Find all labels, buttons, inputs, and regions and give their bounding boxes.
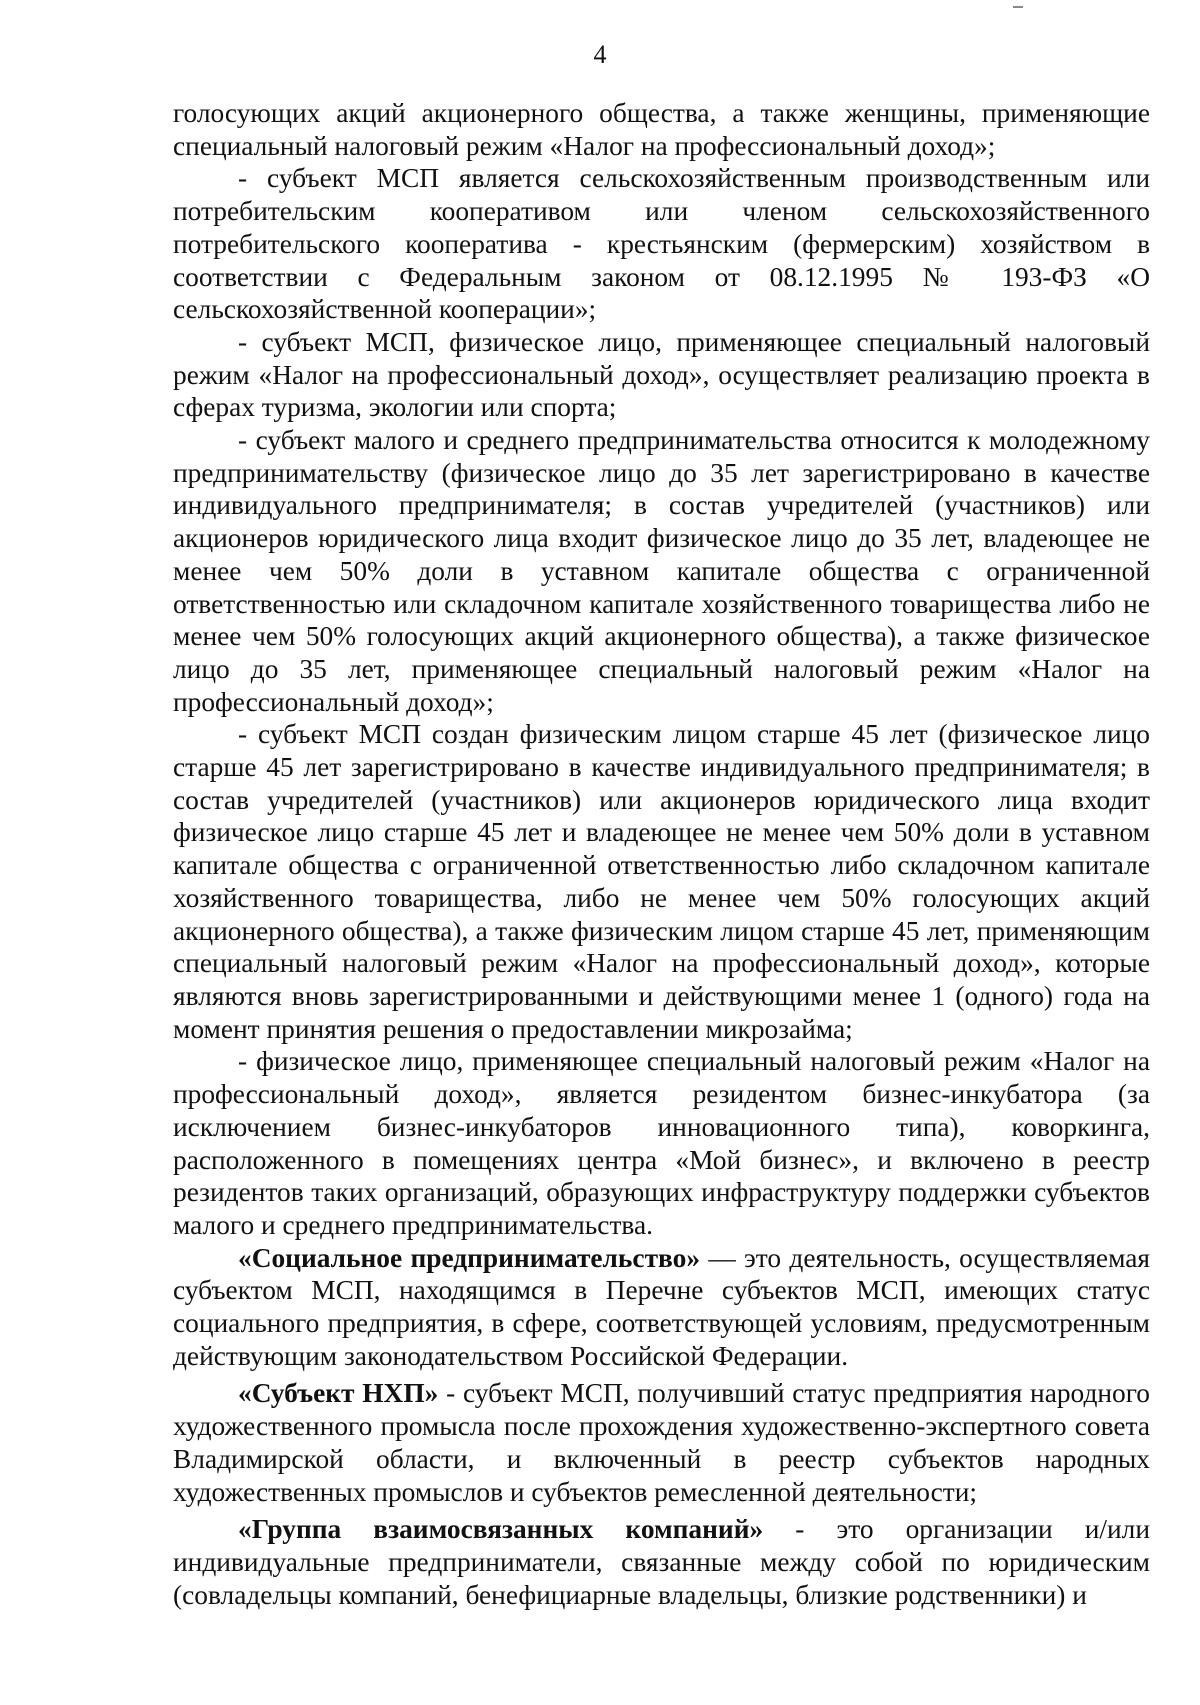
list-item: - субъект МСП является сельскохозяйственным производственным или потребительским кооперативом или членом сельскохозяйственного потребительского кооператива - крестьянским (фермерским) хозяйством в соответствии с Федеральным законом от 08.12.1995 № 193-ФЗ «О сельскохозяйственной кооперации»; [173, 163, 1150, 325]
list-item: - субъект МСП создан физическим лицом старше 45 лет (физическое лицо старше 45 лет зарегистрировано в качестве индивидуального предпринимателя; в состав учредителей (участников) или акционеров юридического лица входит физическое лицо старше 45 лет и владеющее не менее чем 50% доли в уставном капитале общества с ограниченной ответственностью либо складочном капитале хозяйственного товарищества, либо не менее чем 50% голосующих акций акционерного общества), а также физическим лицом старше 45 лет, применяющим специальный налоговый режим «Налог на профессиональный доход», которые являются вновь зарегистрированными и действующими менее 1 (одного) года на момент принятия решения о предоставлении микрозайма; [173, 719, 1150, 1044]
definition-term: «Социальное предпринимательство» [238, 1242, 701, 1273]
definition-term: «Группа взаимосвязанных компаний» [238, 1514, 764, 1545]
definition-term: «Субъект НХП» [238, 1378, 439, 1409]
definition-social-entrepreneurship [173, 1242, 1150, 1373]
list-item: - субъект малого и среднего предпринимательства относится к молодежному предпринимательству (физическое лицо до 35 лет зарегистрировано в качестве индивидуального предпринимателя; в состав учредителей (участников) или акционеров юридического лица входит физическое лицо до 35 лет, владеющее не менее чем 50% доли в уставном капитале общества с ограниченной ответственностью или складочном капитале хозяйственного товарищества либо не менее чем 50% голосующих акций акционерного общества), а также физическое лицо до 35 лет, применяющее специальный налоговый режим «Налог на профессиональный доход»; [173, 425, 1150, 717]
definition-nkhp-subject [173, 1377, 1150, 1508]
list-item: - субъект МСП, физическое лицо, применяющее специальный налоговый режим «Налог на профессиональный доход», осуществляет реализацию проекта в сферах туризма, экологии или спорта; [173, 326, 1150, 423]
definition-text: - это организации и/или индивидуальные предприниматели, связанные между собой по юридическим (совладельцы компаний, бенефициарные владельцы, близкие родственники) и [173, 1514, 1150, 1610]
paragraph: голосующих акций акционерного общества, а также женщины, применяющие специальный налоговый режим «Налог на профессиональный доход»; [173, 98, 1150, 161]
list-item: - физическое лицо, применяющее специальный налоговый режим «Налог на профессиональный доход», является резидентом бизнес-инкубатора (за исключением бизнес-инкубаторов инновационного типа), коворкинга, расположенного в помещениях центра «Мой бизнес», и включено в реестр резидентов таких организаций, образующих инфраструктуру поддержки субъектов малого и среднего предпринимательства. [173, 1046, 1150, 1240]
definition-text: - субъект МСП, получивший статус предприятия народного художественного промысла после прохождения художественно-экспертного совета Владимирской области, и включенный в реестр субъектов народных художественных промыслов и субъектов ремесленной деятельности; [173, 1378, 1150, 1507]
definition-related-companies [173, 1513, 1150, 1611]
page-number: 4 [593, 40, 607, 69]
scan-mark [1013, 6, 1023, 8]
document-body [173, 97, 1150, 1611]
definition-text: — это деятельность, осуществляемая субъектом МСП, находящимся в Перечне субъектов МСП, имеющих статус социального предприятия, в сфере, соответствующей условиям, предусмотренным действующим законодательством Российской Федерации. [173, 1242, 1150, 1371]
